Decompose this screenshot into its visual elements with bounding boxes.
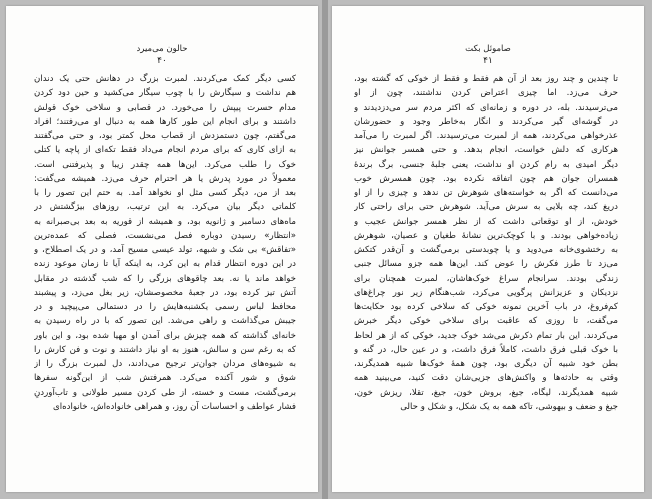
left-page — [6, 6, 318, 492]
text-line: وقتی به حادثه‌ها و واکنش‌های جزیی‌شان دقت کنید، می‌بینید همه — [354, 373, 618, 384]
text-line: همسران جوان هم چون اتفاقه نکرده بود. چون همسرش خوب — [354, 173, 618, 184]
text-line: می‌کردند. این بار تمام ذکرش می‌شد خوک جدید، خوکی که از هر لحاظ — [354, 330, 618, 341]
body-text — [354, 72, 618, 414]
text-line: دیگر امیدی به رام کردن او نداشت، یعنی جلبهٔ جنسی، برگ برندهٔ — [354, 159, 618, 170]
text-line: هرکاری که دلش خواست، انجام بدهد. و حتی همسر جوانش نیز — [354, 145, 618, 156]
text-line: نزدیکان و عزیزانش پرگویی می‌کرد، شب‌هنگام زیر نور چراغ‌های — [354, 287, 618, 298]
text-line: شوق و شور آکنده می‌کرد. همرفتش شب از این‌گونه سفرها — [34, 373, 296, 384]
text-line: خودش، از او توقعاتی داشت که از نظر همسر جوانش عجیب و — [354, 216, 618, 227]
text-line: در این دوره انتظار قدام به این کرد، به اینکه آیا تا زمان موعود زنده — [34, 259, 296, 270]
text-line: زیاده‌خواهی بودند. و با کوچک‌ترین نشانهٔ طغیان و عصیان، شوهرش — [354, 230, 618, 241]
running-head: حالون می‌میرد — [136, 44, 188, 54]
text-line: جیغ و ضعف و بیهوشی، تاکه همه به یک شکل، و شکل و حالی — [400, 401, 618, 412]
text-line: خانه‌ای گذاشته که همه چیزش برای آمدن او مهیا شده بود، و این باور — [34, 330, 296, 341]
text-line: حرف می‌زد. اما چیزی اعتراض کردن نداشتند، چون از او — [354, 88, 618, 99]
text-line: دریغ کند، چه بلایی به سرش می‌آید. شوهرش حتی برای راحتی کار — [354, 202, 618, 213]
text-line: بعد از من، دیگر کسی مثل او نخواهد آمد. به حتم این تصور را با — [34, 188, 296, 198]
page-number: ۴۰ — [157, 56, 167, 66]
text-line: با خوک قبلی فرق داشت، کاملاً فرق داشت، و در عین حال، در گنه و — [354, 344, 618, 355]
text-line: آتش تیز کرده بود، در جعبهٔ مخصوصشان، زیر بغل می‌زد، و پیشبند — [34, 287, 296, 298]
text-line: می‌زد تا طرز فکرش را عوض کند. این‌ها همه جزو مسائل جنبی — [354, 259, 618, 270]
text-line: در گوشه‌ای گیر می‌کردند و انگار به‌خاطر وجود و حضورشان — [354, 116, 618, 127]
text-line: می‌ترسیدند. بله، در دوره و زمانه‌ای که اکثر مردم سر می‌دزدیدند و — [354, 102, 618, 113]
book-gutter — [322, 0, 328, 499]
text-line: می‌دانست که اگر به خواسته‌های شوهرش تن ندهد و چیزی را از او — [354, 188, 618, 198]
text-line: محافظ لباس رسمی یکشنبه‌هایش را در دستمالی می‌پیچید و در — [34, 302, 296, 312]
text-line: شبیه همدیگرند، لیگاه، جیغ، بروش خون، جیغ، تقلا، ریزش خون، — [354, 387, 618, 398]
text-line: تا چندین و چند روز بعد از آن هم فقط و فقط از خوکی که گشته بود، — [354, 74, 618, 84]
text-line: کسی دیگر کمک می‌کردند. لمبرت بزرگ در دهانش حتی یک دندان — [34, 74, 296, 84]
text-line: «تفاقش» بی شک و شبهه، تولد عیسی مسیح آمد، و در یک اصطلاح، و — [34, 245, 296, 255]
text-line: کم‌فروغ، در باب آخرین نمونه خوکی که سلاخی کرده بود حکایت‌ها — [354, 302, 618, 312]
text-line: داشتند و برای انجام این طور کارها همه به دنبال او می‌رفتند؛ افراد — [34, 116, 296, 127]
text-line: برمی‌گشت، مست و خسته، از طی کردن مسیر طولانی و تاب‌آوردنِ — [34, 387, 296, 398]
text-line: «انتظار» رسیدن دوباره فصل می‌نشست، فصلی که عمده‌ترین — [34, 230, 296, 241]
text-line: خواهد ماند یا نه. بعد چاقوهای بزرگی را که شب گذشته در مقابل — [34, 273, 296, 284]
text-line: فشار عواطف و احساسات آن روز، و همراهی خانواده‌اش، خانواده‌ای — [53, 401, 296, 412]
running-head: صاموئل بکت — [465, 44, 511, 54]
text-line: می‌گفت، تا روزی که عاقبت برای سلاخی خوکی دیگر خبرش — [354, 316, 618, 327]
right-page — [332, 6, 644, 492]
text-line: ماه‌های دسامبر و ژانویه بود، و همیشه از قوریه به بعد بی‌صبرانه به — [34, 216, 296, 227]
text-line: جیبش می‌گذاشت و راهی می‌شد. این تصور که با در راه رسیدن به — [34, 316, 296, 327]
text-line: زندگی بودند. سرانجام سراغ خوک‌هاشان، لمبرت همچنان برای — [354, 273, 618, 284]
text-line: به ازای کاری که برای مردم انجام می‌داد فقط تکه‌ای از پاچه یا کتلی — [34, 145, 296, 156]
page-number: ۴۱ — [483, 56, 493, 66]
text-line: بطن خود شبیه آن دیگری بود، چون همهٔ خوک‌ها شبیه همدیگرند، — [354, 359, 618, 369]
body-text — [34, 72, 296, 414]
text-line: عذرخواهی می‌کردند، همه از لمبرت می‌ترسیدند. اگر لمبرت را می‌آمد — [354, 131, 618, 141]
text-line: خوک را طلب می‌کرد. این‌ها همه چقدر زیبا و پذیرفتنی است. — [34, 159, 296, 170]
text-line: به رختشوی‌خانه می‌دوید و یا چوبدستی برمی‌گشت و آن‌قدر کتکش — [354, 245, 618, 255]
text-line: مدام حسرت پیپش را می‌خورد. در قصابی و سلاخی خوک قولش — [34, 102, 296, 113]
text-line: به شیوه‌های مردان جوان‌تر ترجیح می‌دادند، دل لمبرت بزرگ را از — [34, 359, 296, 369]
text-line: کلماتی دیگر بیان می‌کرد. به این ترتیب، روزهای بیژگشتش در — [34, 202, 296, 213]
text-line: هم نداشت و سیگارش را با چوب سیگار می‌کشید و حین دود کردن — [34, 88, 296, 99]
text-line: می‌گفتم، چون دستمزدش از قصاب محل کمتر بود، و حتی می‌گفتند — [34, 131, 296, 141]
text-line: که به رغم سن و سالش، هنوز به او نیاز داشتند و نوت و فن کارش را — [34, 344, 296, 355]
text-line: معمولاً در مورد پدرش یا هر احترام حرف می‌زد. همیشه می‌گفت: — [34, 173, 296, 184]
